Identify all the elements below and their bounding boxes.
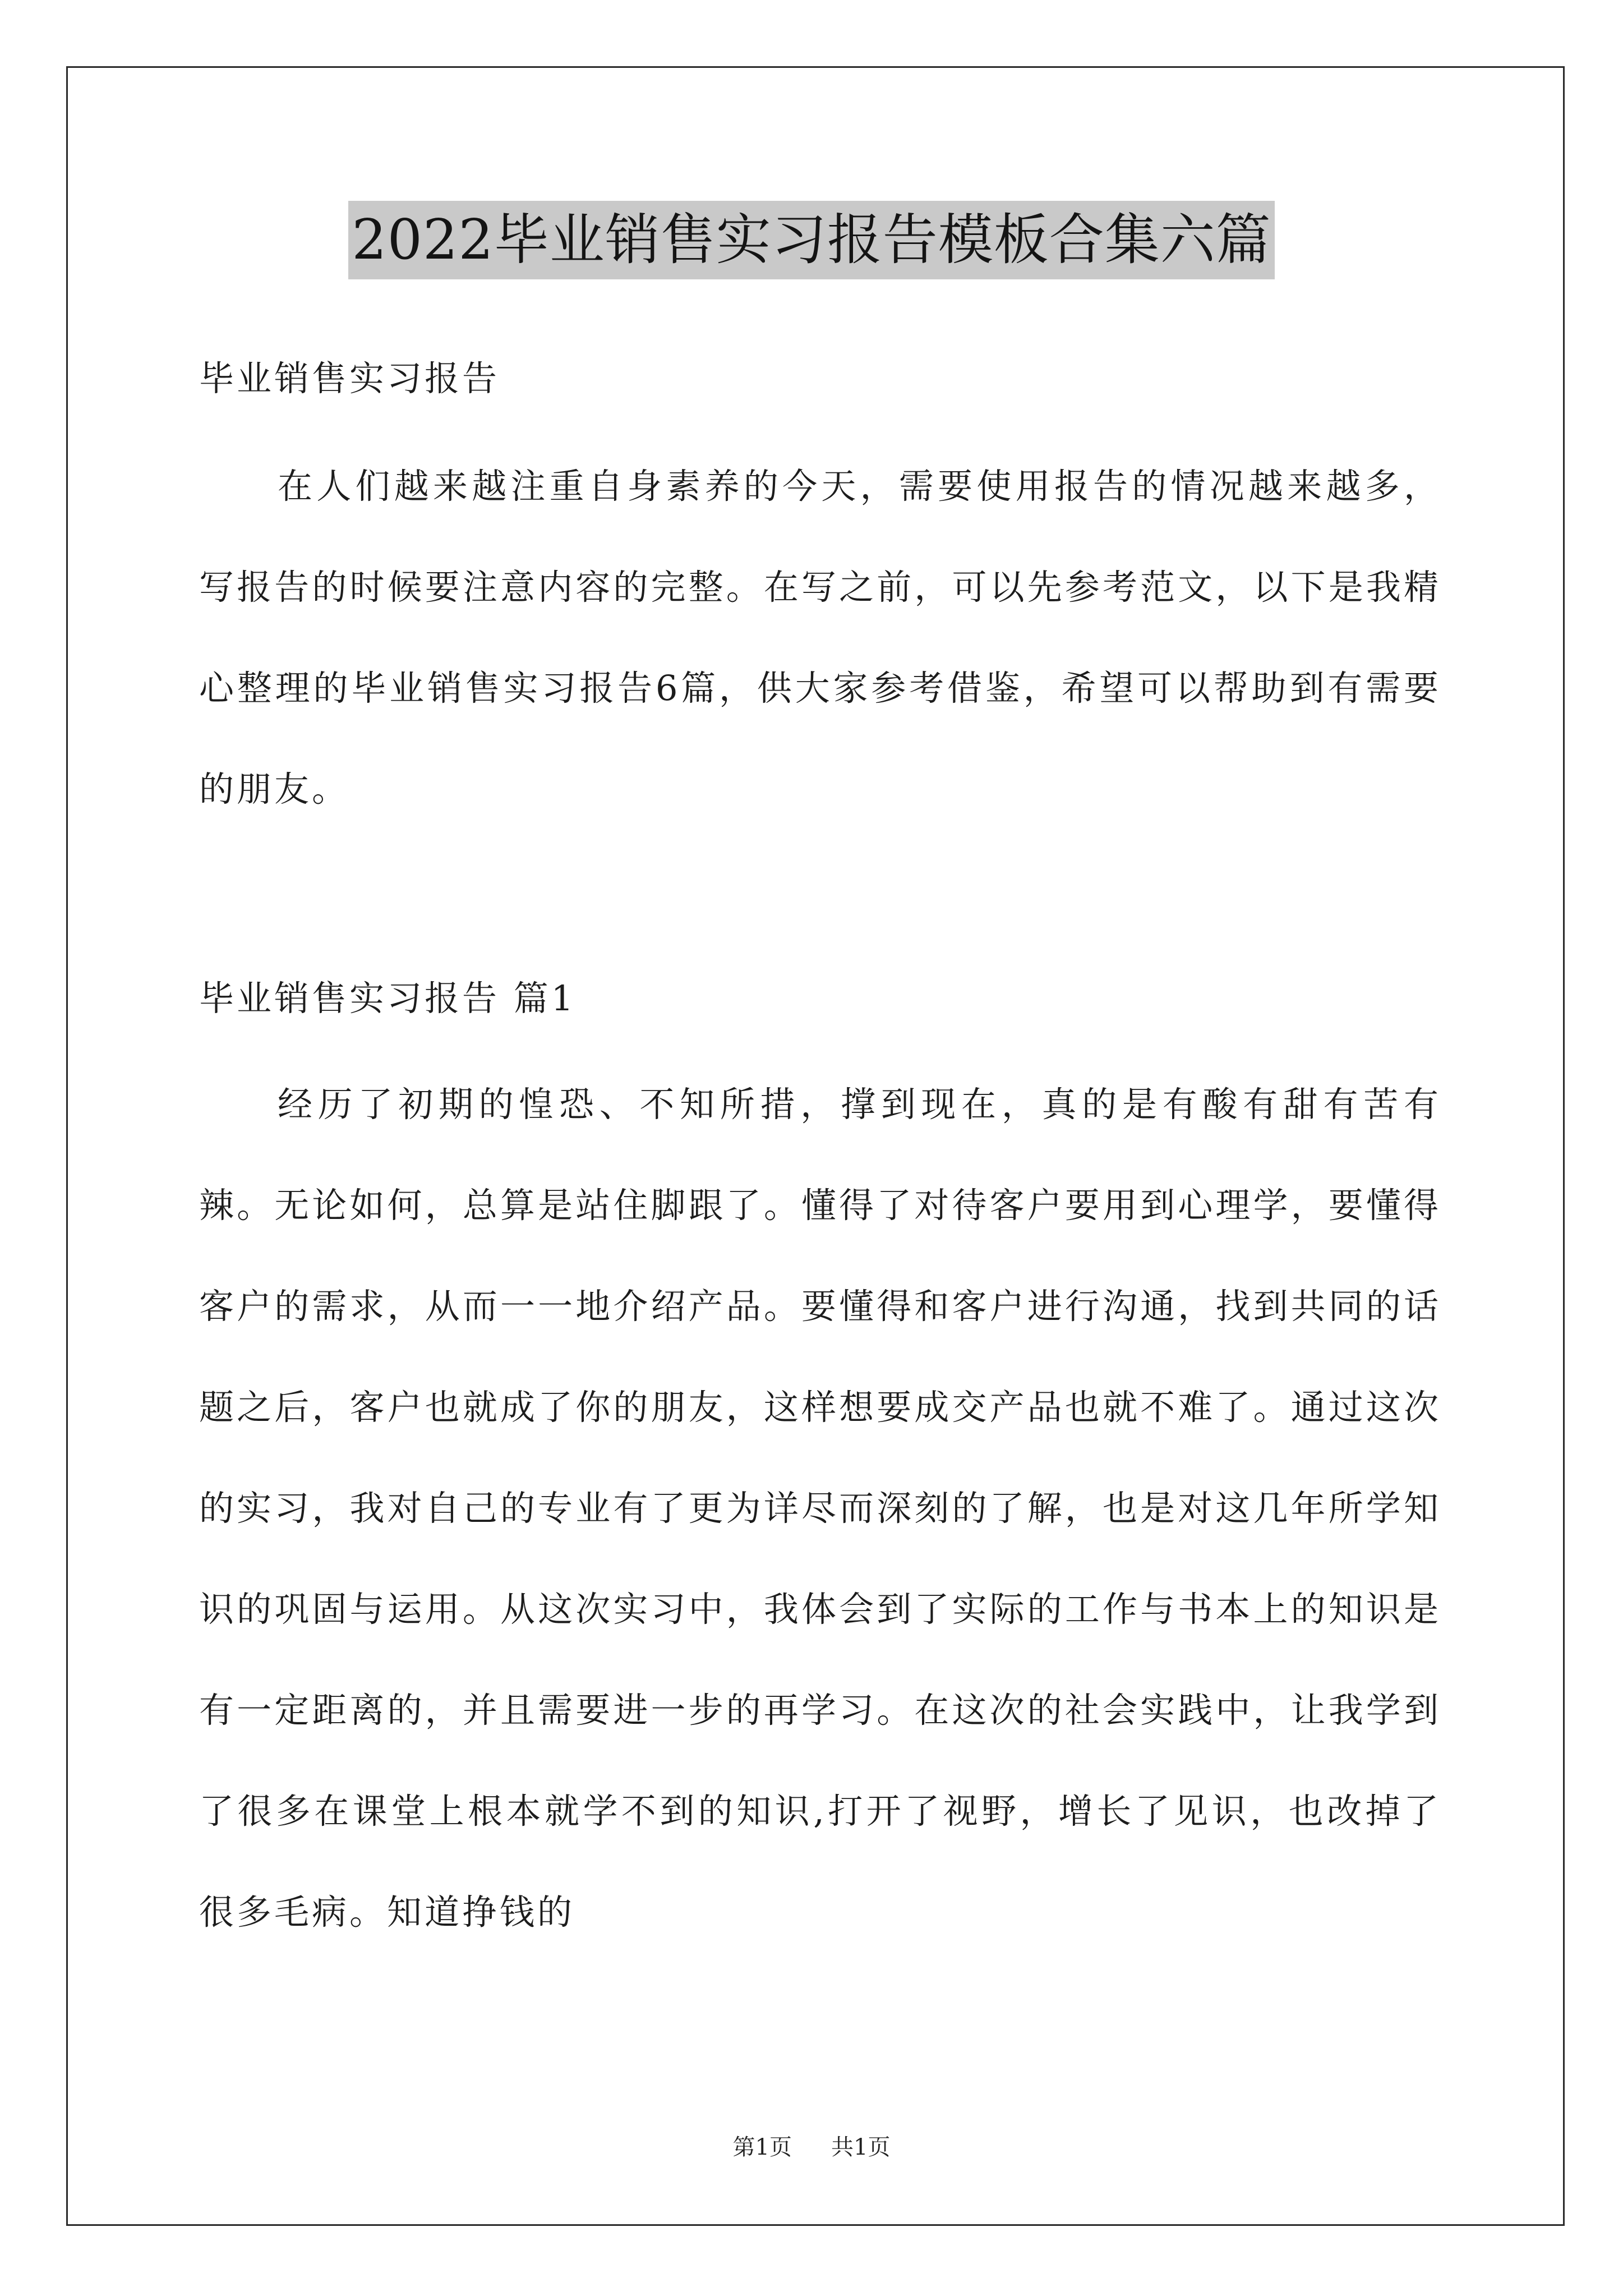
page-footer <box>0 2132 1623 2163</box>
intro-heading: 毕业销售实习报告 <box>199 358 500 399</box>
title-container <box>0 201 1623 279</box>
section-1-paragraph: 经历了初期的惶恐、不知所措，撑到现在，真的是有酸有甜有苦有辣。无论如何，总算是站住脚跟了。懂得了对待客户要用到心理学，要懂得客户的需求，从而一一地介绍产品。要懂得和客户进行沟通，找到共同的话题之后，客户也就成了你的朋友，这样想要成交产品也就不难了。通过这次的实习，我对自己的专业有了更为详尽而深刻的了解，也是对这几年所学知识的巩固与运用。从这次实习中，我体会到了实际的工作与书本上的知识是有一定距离的，并且需要进一步的再学习。在这次的社会实践中，让我学到了很多在课堂上根本就学不到的知识,打开了视野，增长了见识，也改掉了很多毛病。知道挣钱的 <box>199 1084 1441 1932</box>
section-1-heading: 毕业销售实习报告 篇1 <box>199 978 577 1019</box>
document-title: 2022毕业销售实习报告模板合集六篇 <box>348 201 1274 279</box>
page-total: 共1页 <box>831 2134 891 2160</box>
intro-paragraph: 在人们越来越注重自身素养的今天，需要使用报告的情况越来越多，写报告的时候要注意内容的完整。在写之前，可以先参考范文，以下是我精心整理的毕业销售实习报告6篇，供大家参考借鉴，希望可以帮助到有需要的朋友。 <box>199 466 1441 809</box>
page-number: 第1页 <box>732 2134 792 2160</box>
